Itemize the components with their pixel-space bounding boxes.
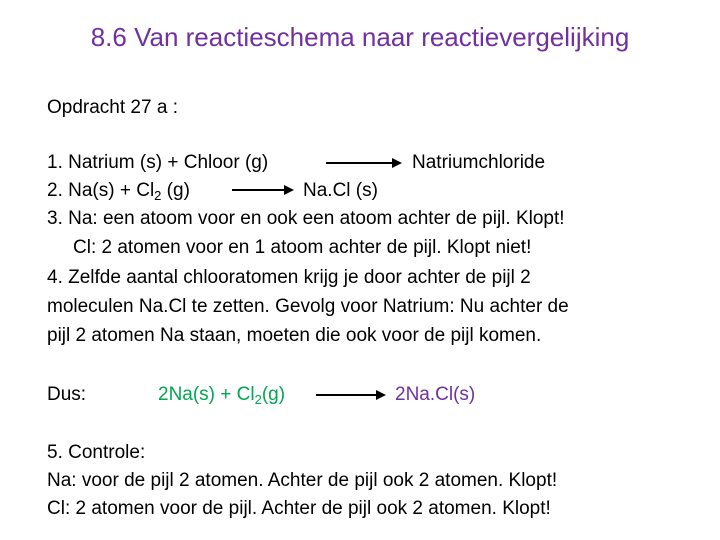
step5-line3: Cl: 2 atomen voor de pijl. Achter de pijl ook 2 atomen. Klopt!: [47, 498, 551, 519]
conclusion-left: [158, 384, 285, 406]
step2-left: [47, 180, 190, 202]
step4-line2: moleculen Na.Cl te zetten. Gevolg voor Natrium: Nu achter de: [47, 296, 569, 317]
step5-line2: Na: voor de pijl 2 atomen. Achter de pijl ook 2 atomen. Klopt!: [47, 470, 558, 491]
step4-line3: pijl 2 atomen Na staan, moeten die ook voor de pijl komen.: [47, 325, 542, 346]
conclusion-left-b: (g): [261, 384, 286, 405]
conclusion-left-a: 2Na(s) + Cl: [158, 384, 255, 405]
step1-right: Natriumchloride: [412, 152, 546, 173]
conclusion-label: Dus:: [47, 384, 87, 405]
step3-line1: 3. Na: een atoom voor en ook een atoom achter de pijl. Klopt!: [47, 208, 565, 229]
step2-left-b: (g): [161, 180, 190, 201]
conclusion-right: 2Na.Cl(s): [395, 384, 476, 405]
step5-line1: 5. Controle:: [47, 442, 146, 463]
page-title: 8.6 Van reactieschema naar reactievergelijking: [90, 22, 630, 52]
conclusion-left-sub: 2: [254, 392, 262, 407]
step2-left-a: 2. Na(s) + Cl: [47, 180, 155, 201]
step2-left-sub: 2: [154, 188, 162, 203]
assignment-label: Opdracht 27 a :: [47, 97, 178, 118]
reaction-arrow: [316, 390, 386, 400]
step4-line1: 4. Zelfde aantal chlooratomen krijg je door achter de pijl 2: [47, 267, 531, 288]
step3-line2: Cl: 2 atomen voor en 1 atoom achter de pijl. Klopt niet!: [73, 237, 532, 258]
step2-right: Na.Cl (s): [303, 180, 378, 201]
step1-left: 1. Natrium (s) + Chloor (g): [47, 152, 269, 173]
reaction-arrow: [326, 158, 402, 168]
reaction-arrow: [232, 185, 294, 195]
